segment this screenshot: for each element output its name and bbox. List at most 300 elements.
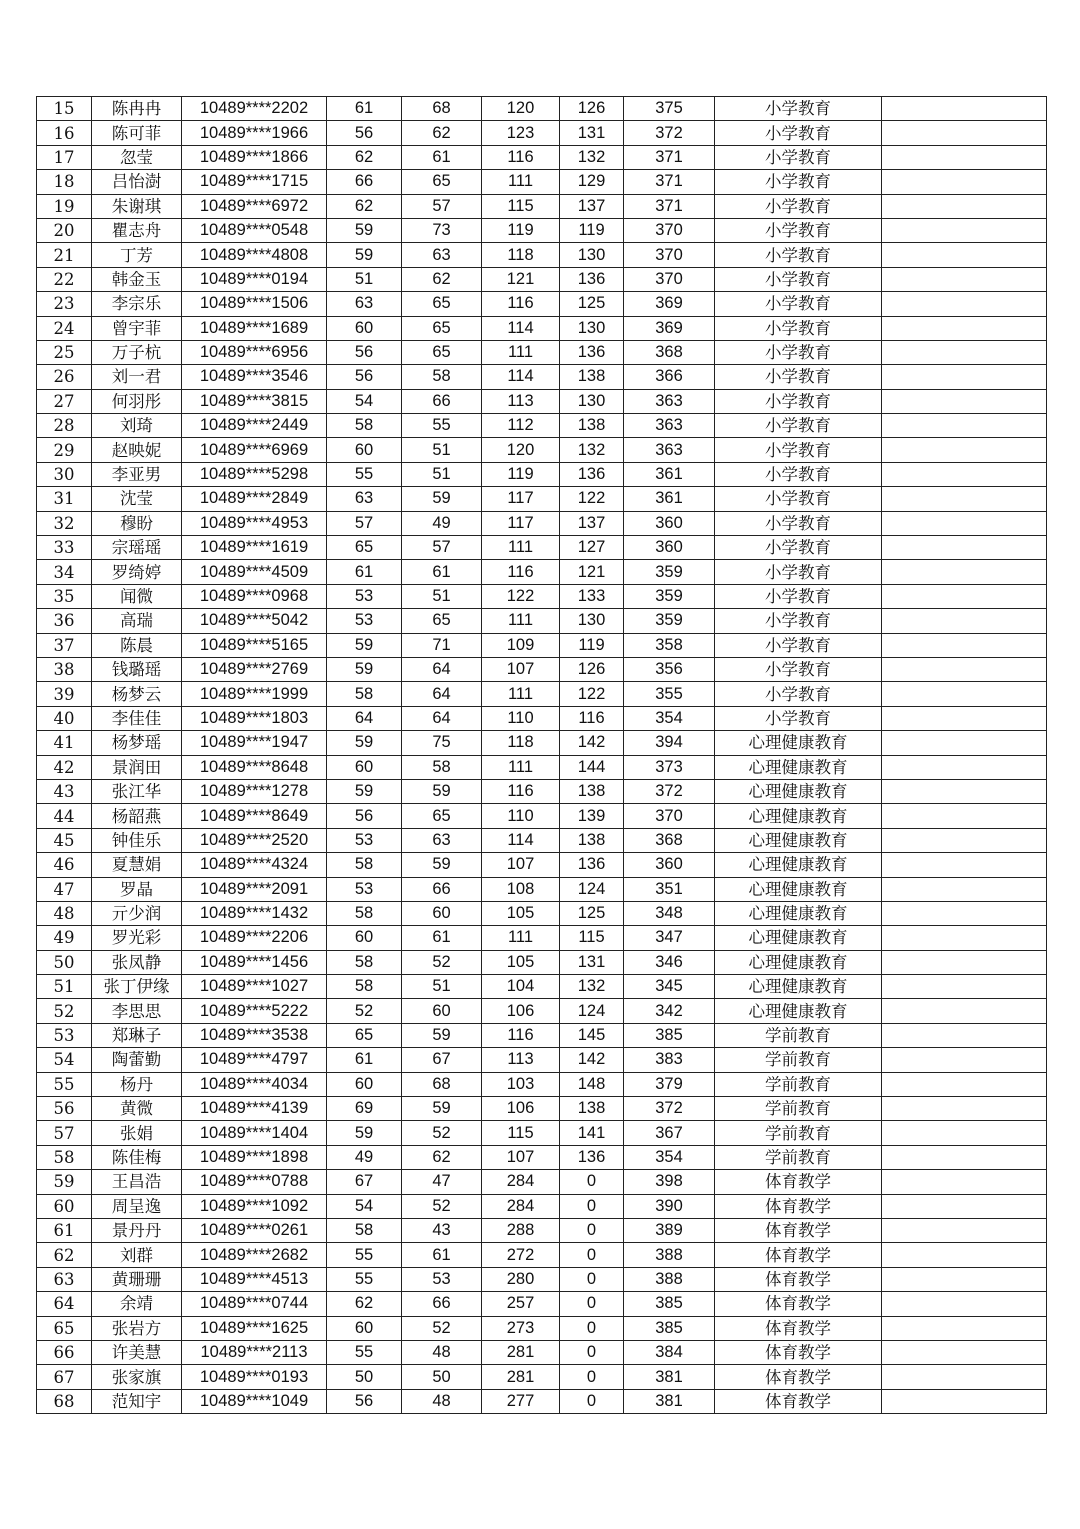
table-row xyxy=(37,170,1047,194)
score-3-cell: 107 xyxy=(482,853,560,877)
candidate-id-cell: 10489****2682 xyxy=(182,1243,327,1267)
name-cell: 宗瑶瑶 xyxy=(92,536,182,560)
score-3-cell: 107 xyxy=(482,657,560,681)
name-cell: 陶蕾勤 xyxy=(92,1048,182,1072)
score-4-cell: 137 xyxy=(560,194,624,218)
score-4-cell: 138 xyxy=(560,365,624,389)
score-3-cell: 280 xyxy=(482,1267,560,1291)
score-2-cell: 52 xyxy=(402,1121,482,1145)
score-3-cell: 122 xyxy=(482,584,560,608)
row-number-cell: 16 xyxy=(37,121,92,145)
score-2-cell: 64 xyxy=(402,706,482,730)
remark-cell xyxy=(882,999,1047,1023)
total-score-cell: 372 xyxy=(624,1097,715,1121)
total-score-cell: 354 xyxy=(624,1145,715,1169)
total-score-cell: 355 xyxy=(624,682,715,706)
remark-cell xyxy=(882,1365,1047,1389)
score-1-cell: 61 xyxy=(327,560,402,584)
table-row xyxy=(37,243,1047,267)
table-row xyxy=(37,901,1047,925)
row-number-cell: 44 xyxy=(37,804,92,828)
score-3-cell: 284 xyxy=(482,1194,560,1218)
candidate-id-cell: 10489****6956 xyxy=(182,340,327,364)
name-cell: 忽莹 xyxy=(92,145,182,169)
score-3-cell: 120 xyxy=(482,97,560,121)
table-row xyxy=(37,706,1047,730)
score-2-cell: 59 xyxy=(402,853,482,877)
remark-cell xyxy=(882,682,1047,706)
major-cell: 小学教育 xyxy=(715,121,882,145)
major-cell: 学前教育 xyxy=(715,1023,882,1047)
score-4-cell: 125 xyxy=(560,292,624,316)
row-number-cell: 68 xyxy=(37,1389,92,1413)
table-row xyxy=(37,584,1047,608)
table-row xyxy=(37,1389,1047,1413)
table-row xyxy=(37,779,1047,803)
candidate-id-cell: 10489****8648 xyxy=(182,755,327,779)
total-score-cell: 351 xyxy=(624,877,715,901)
score-3-cell: 112 xyxy=(482,414,560,438)
candidate-id-cell: 10489****0968 xyxy=(182,584,327,608)
score-2-cell: 66 xyxy=(402,877,482,901)
row-number-cell: 57 xyxy=(37,1121,92,1145)
table-row xyxy=(37,682,1047,706)
score-1-cell: 52 xyxy=(327,999,402,1023)
score-2-cell: 52 xyxy=(402,1316,482,1340)
name-cell: 刘琦 xyxy=(92,414,182,438)
major-cell: 小学教育 xyxy=(715,340,882,364)
candidate-id-cell: 10489****1092 xyxy=(182,1194,327,1218)
row-number-cell: 60 xyxy=(37,1194,92,1218)
candidate-id-cell: 10489****1999 xyxy=(182,682,327,706)
name-cell: 周呈逸 xyxy=(92,1194,182,1218)
table-row xyxy=(37,487,1047,511)
total-score-cell: 348 xyxy=(624,901,715,925)
remark-cell xyxy=(882,121,1047,145)
score-2-cell: 61 xyxy=(402,926,482,950)
table-row xyxy=(37,292,1047,316)
score-3-cell: 272 xyxy=(482,1243,560,1267)
remark-cell xyxy=(882,633,1047,657)
remark-cell xyxy=(882,194,1047,218)
total-score-cell: 358 xyxy=(624,633,715,657)
score-1-cell: 55 xyxy=(327,462,402,486)
candidate-id-cell: 10489****3546 xyxy=(182,365,327,389)
score-4-cell: 145 xyxy=(560,1023,624,1047)
row-number-cell: 20 xyxy=(37,218,92,242)
row-number-cell: 28 xyxy=(37,414,92,438)
major-cell: 心理健康教育 xyxy=(715,950,882,974)
row-number-cell: 43 xyxy=(37,779,92,803)
score-2-cell: 75 xyxy=(402,731,482,755)
name-cell: 张娟 xyxy=(92,1121,182,1145)
major-cell: 学前教育 xyxy=(715,1097,882,1121)
row-number-cell: 49 xyxy=(37,926,92,950)
score-3-cell: 116 xyxy=(482,779,560,803)
score-2-cell: 47 xyxy=(402,1170,482,1194)
name-cell: 朱谢琪 xyxy=(92,194,182,218)
score-3-cell: 105 xyxy=(482,950,560,974)
score-2-cell: 65 xyxy=(402,316,482,340)
name-cell: 张岩方 xyxy=(92,1316,182,1340)
score-4-cell: 0 xyxy=(560,1267,624,1291)
total-score-cell: 381 xyxy=(624,1365,715,1389)
table-row xyxy=(37,804,1047,828)
row-number-cell: 46 xyxy=(37,853,92,877)
score-2-cell: 61 xyxy=(402,145,482,169)
row-number-cell: 51 xyxy=(37,975,92,999)
score-1-cell: 60 xyxy=(327,926,402,950)
row-number-cell: 23 xyxy=(37,292,92,316)
row-number-cell: 30 xyxy=(37,462,92,486)
table-row xyxy=(37,1365,1047,1389)
total-score-cell: 390 xyxy=(624,1194,715,1218)
major-cell: 心理健康教育 xyxy=(715,999,882,1023)
name-cell: 李思思 xyxy=(92,999,182,1023)
score-4-cell: 137 xyxy=(560,511,624,535)
score-3-cell: 118 xyxy=(482,243,560,267)
major-cell: 心理健康教育 xyxy=(715,926,882,950)
table-row xyxy=(37,1121,1047,1145)
remark-cell xyxy=(882,340,1047,364)
score-2-cell: 58 xyxy=(402,755,482,779)
candidate-id-cell: 10489****0744 xyxy=(182,1292,327,1316)
total-score-cell: 385 xyxy=(624,1316,715,1340)
score-3-cell: 118 xyxy=(482,731,560,755)
table-row xyxy=(37,926,1047,950)
major-cell: 小学教育 xyxy=(715,316,882,340)
total-score-cell: 361 xyxy=(624,462,715,486)
row-number-cell: 31 xyxy=(37,487,92,511)
score-1-cell: 58 xyxy=(327,853,402,877)
score-4-cell: 136 xyxy=(560,853,624,877)
name-cell: 钟佳乐 xyxy=(92,828,182,852)
total-score-cell: 384 xyxy=(624,1340,715,1364)
row-number-cell: 36 xyxy=(37,609,92,633)
total-score-cell: 370 xyxy=(624,267,715,291)
row-number-cell: 45 xyxy=(37,828,92,852)
score-2-cell: 58 xyxy=(402,365,482,389)
major-cell: 体育教学 xyxy=(715,1340,882,1364)
score-3-cell: 119 xyxy=(482,218,560,242)
name-cell: 黄微 xyxy=(92,1097,182,1121)
name-cell: 杨韶燕 xyxy=(92,804,182,828)
remark-cell xyxy=(882,731,1047,755)
major-cell: 体育教学 xyxy=(715,1365,882,1389)
score-3-cell: 114 xyxy=(482,365,560,389)
candidate-id-cell: 10489****1966 xyxy=(182,121,327,145)
candidate-id-cell: 10489****0548 xyxy=(182,218,327,242)
remark-cell xyxy=(882,755,1047,779)
name-cell: 穆盼 xyxy=(92,511,182,535)
name-cell: 黄珊珊 xyxy=(92,1267,182,1291)
remark-cell xyxy=(882,267,1047,291)
major-cell: 小学教育 xyxy=(715,243,882,267)
total-score-cell: 369 xyxy=(624,292,715,316)
name-cell: 陈晨 xyxy=(92,633,182,657)
major-cell: 心理健康教育 xyxy=(715,755,882,779)
candidate-id-cell: 10489****5222 xyxy=(182,999,327,1023)
table-row xyxy=(37,853,1047,877)
score-3-cell: 105 xyxy=(482,901,560,925)
score-1-cell: 60 xyxy=(327,438,402,462)
candidate-id-cell: 10489****4324 xyxy=(182,853,327,877)
major-cell: 体育教学 xyxy=(715,1218,882,1242)
score-2-cell: 66 xyxy=(402,1292,482,1316)
table-row xyxy=(37,1316,1047,1340)
score-2-cell: 59 xyxy=(402,1023,482,1047)
total-score-cell: 346 xyxy=(624,950,715,974)
score-4-cell: 0 xyxy=(560,1243,624,1267)
score-3-cell: 111 xyxy=(482,682,560,706)
candidate-id-cell: 10489****0194 xyxy=(182,267,327,291)
score-3-cell: 277 xyxy=(482,1389,560,1413)
major-cell: 小学教育 xyxy=(715,536,882,560)
row-number-cell: 32 xyxy=(37,511,92,535)
candidate-id-cell: 10489****4797 xyxy=(182,1048,327,1072)
name-cell: 丁芳 xyxy=(92,243,182,267)
name-cell: 曾宇菲 xyxy=(92,316,182,340)
score-3-cell: 110 xyxy=(482,706,560,730)
total-score-cell: 383 xyxy=(624,1048,715,1072)
total-score-cell: 370 xyxy=(624,804,715,828)
name-cell: 张凤静 xyxy=(92,950,182,974)
score-2-cell: 59 xyxy=(402,779,482,803)
remark-cell xyxy=(882,1292,1047,1316)
major-cell: 小学教育 xyxy=(715,267,882,291)
row-number-cell: 56 xyxy=(37,1097,92,1121)
remark-cell xyxy=(882,170,1047,194)
score-2-cell: 62 xyxy=(402,1145,482,1169)
remark-cell xyxy=(882,536,1047,560)
row-number-cell: 41 xyxy=(37,731,92,755)
remark-cell xyxy=(882,950,1047,974)
name-cell: 景丹丹 xyxy=(92,1218,182,1242)
candidate-id-cell: 10489****2206 xyxy=(182,926,327,950)
score-3-cell: 114 xyxy=(482,316,560,340)
major-cell: 心理健康教育 xyxy=(715,779,882,803)
score-1-cell: 65 xyxy=(327,1023,402,1047)
name-cell: 杨丹 xyxy=(92,1072,182,1096)
score-2-cell: 59 xyxy=(402,1097,482,1121)
total-score-cell: 373 xyxy=(624,755,715,779)
major-cell: 心理健康教育 xyxy=(715,901,882,925)
row-number-cell: 33 xyxy=(37,536,92,560)
table-row xyxy=(37,267,1047,291)
row-number-cell: 17 xyxy=(37,145,92,169)
score-3-cell: 107 xyxy=(482,1145,560,1169)
score-2-cell: 67 xyxy=(402,1048,482,1072)
score-2-cell: 52 xyxy=(402,950,482,974)
total-score-cell: 356 xyxy=(624,657,715,681)
candidate-id-cell: 10489****6972 xyxy=(182,194,327,218)
score-1-cell: 67 xyxy=(327,1170,402,1194)
score-1-cell: 63 xyxy=(327,487,402,511)
name-cell: 许美慧 xyxy=(92,1340,182,1364)
score-1-cell: 59 xyxy=(327,218,402,242)
name-cell: 钱璐瑶 xyxy=(92,657,182,681)
remark-cell xyxy=(882,218,1047,242)
score-4-cell: 0 xyxy=(560,1292,624,1316)
score-3-cell: 111 xyxy=(482,340,560,364)
row-number-cell: 63 xyxy=(37,1267,92,1291)
score-2-cell: 68 xyxy=(402,1072,482,1096)
score-1-cell: 59 xyxy=(327,1121,402,1145)
row-number-cell: 48 xyxy=(37,901,92,925)
score-1-cell: 54 xyxy=(327,1194,402,1218)
score-4-cell: 126 xyxy=(560,97,624,121)
score-2-cell: 60 xyxy=(402,901,482,925)
table-row xyxy=(37,975,1047,999)
remark-cell xyxy=(882,1316,1047,1340)
row-number-cell: 64 xyxy=(37,1292,92,1316)
score-2-cell: 65 xyxy=(402,340,482,364)
score-4-cell: 130 xyxy=(560,243,624,267)
score-4-cell: 139 xyxy=(560,804,624,828)
remark-cell xyxy=(882,609,1047,633)
remark-cell xyxy=(882,828,1047,852)
name-cell: 何羽彤 xyxy=(92,389,182,413)
score-3-cell: 116 xyxy=(482,1023,560,1047)
candidate-id-cell: 10489****1898 xyxy=(182,1145,327,1169)
score-3-cell: 111 xyxy=(482,170,560,194)
major-cell: 学前教育 xyxy=(715,1048,882,1072)
score-4-cell: 132 xyxy=(560,975,624,999)
candidate-id-cell: 10489****2091 xyxy=(182,877,327,901)
score-2-cell: 62 xyxy=(402,121,482,145)
name-cell: 亓少润 xyxy=(92,901,182,925)
score-1-cell: 69 xyxy=(327,1097,402,1121)
row-number-cell: 61 xyxy=(37,1218,92,1242)
major-cell: 体育教学 xyxy=(715,1316,882,1340)
row-number-cell: 59 xyxy=(37,1170,92,1194)
major-cell: 小学教育 xyxy=(715,97,882,121)
major-cell: 体育教学 xyxy=(715,1170,882,1194)
score-1-cell: 60 xyxy=(327,755,402,779)
candidate-id-cell: 10489****8649 xyxy=(182,804,327,828)
candidate-id-cell: 10489****2113 xyxy=(182,1340,327,1364)
total-score-cell: 385 xyxy=(624,1292,715,1316)
score-4-cell: 124 xyxy=(560,877,624,901)
total-score-cell: 363 xyxy=(624,438,715,462)
candidate-id-cell: 10489****3538 xyxy=(182,1023,327,1047)
score-3-cell: 106 xyxy=(482,1097,560,1121)
score-4-cell: 0 xyxy=(560,1218,624,1242)
score-1-cell: 60 xyxy=(327,1316,402,1340)
score-2-cell: 49 xyxy=(402,511,482,535)
score-3-cell: 103 xyxy=(482,1072,560,1096)
score-3-cell: 116 xyxy=(482,292,560,316)
name-cell: 张丁伊缘 xyxy=(92,975,182,999)
score-4-cell: 133 xyxy=(560,584,624,608)
score-3-cell: 108 xyxy=(482,877,560,901)
score-4-cell: 0 xyxy=(560,1340,624,1364)
remark-cell xyxy=(882,584,1047,608)
score-3-cell: 117 xyxy=(482,487,560,511)
score-1-cell: 62 xyxy=(327,194,402,218)
candidate-id-cell: 10489****2849 xyxy=(182,487,327,511)
remark-cell xyxy=(882,975,1047,999)
candidate-id-cell: 10489****1278 xyxy=(182,779,327,803)
candidate-id-cell: 10489****4953 xyxy=(182,511,327,535)
total-score-cell: 369 xyxy=(624,316,715,340)
name-cell: 闻微 xyxy=(92,584,182,608)
total-score-cell: 372 xyxy=(624,121,715,145)
name-cell: 杨梦云 xyxy=(92,682,182,706)
score-4-cell: 127 xyxy=(560,536,624,560)
candidate-id-cell: 10489****1456 xyxy=(182,950,327,974)
table-row xyxy=(37,877,1047,901)
score-2-cell: 51 xyxy=(402,975,482,999)
total-score-cell: 345 xyxy=(624,975,715,999)
table-row xyxy=(37,536,1047,560)
row-number-cell: 40 xyxy=(37,706,92,730)
score-1-cell: 56 xyxy=(327,365,402,389)
table-row xyxy=(37,657,1047,681)
major-cell: 小学教育 xyxy=(715,438,882,462)
remark-cell xyxy=(882,901,1047,925)
major-cell: 小学教育 xyxy=(715,292,882,316)
table-row xyxy=(37,755,1047,779)
major-cell: 心理健康教育 xyxy=(715,828,882,852)
score-1-cell: 59 xyxy=(327,657,402,681)
major-cell: 体育教学 xyxy=(715,1243,882,1267)
total-score-cell: 359 xyxy=(624,584,715,608)
total-score-cell: 398 xyxy=(624,1170,715,1194)
row-number-cell: 39 xyxy=(37,682,92,706)
table-row xyxy=(37,1072,1047,1096)
score-1-cell: 55 xyxy=(327,1267,402,1291)
table-row xyxy=(37,560,1047,584)
score-3-cell: 116 xyxy=(482,560,560,584)
major-cell: 小学教育 xyxy=(715,389,882,413)
row-number-cell: 19 xyxy=(37,194,92,218)
candidate-id-cell: 10489****2520 xyxy=(182,828,327,852)
row-number-cell: 24 xyxy=(37,316,92,340)
score-1-cell: 53 xyxy=(327,828,402,852)
score-4-cell: 122 xyxy=(560,487,624,511)
remark-cell xyxy=(882,462,1047,486)
score-4-cell: 121 xyxy=(560,560,624,584)
remark-cell xyxy=(882,1243,1047,1267)
score-3-cell: 123 xyxy=(482,121,560,145)
table-row xyxy=(37,1097,1047,1121)
major-cell: 体育教学 xyxy=(715,1194,882,1218)
major-cell: 小学教育 xyxy=(715,462,882,486)
score-2-cell: 60 xyxy=(402,999,482,1023)
major-cell: 小学教育 xyxy=(715,584,882,608)
row-number-cell: 58 xyxy=(37,1145,92,1169)
table-row xyxy=(37,999,1047,1023)
candidate-id-cell: 10489****1689 xyxy=(182,316,327,340)
score-4-cell: 138 xyxy=(560,414,624,438)
score-3-cell: 111 xyxy=(482,536,560,560)
score-3-cell: 281 xyxy=(482,1365,560,1389)
row-number-cell: 22 xyxy=(37,267,92,291)
table-row xyxy=(37,389,1047,413)
score-1-cell: 55 xyxy=(327,1340,402,1364)
candidate-id-cell: 10489****4808 xyxy=(182,243,327,267)
score-4-cell: 119 xyxy=(560,633,624,657)
score-3-cell: 111 xyxy=(482,926,560,950)
row-number-cell: 37 xyxy=(37,633,92,657)
score-1-cell: 53 xyxy=(327,877,402,901)
score-4-cell: 129 xyxy=(560,170,624,194)
name-cell: 王昌浩 xyxy=(92,1170,182,1194)
table-row xyxy=(37,340,1047,364)
score-1-cell: 58 xyxy=(327,1218,402,1242)
score-2-cell: 71 xyxy=(402,633,482,657)
